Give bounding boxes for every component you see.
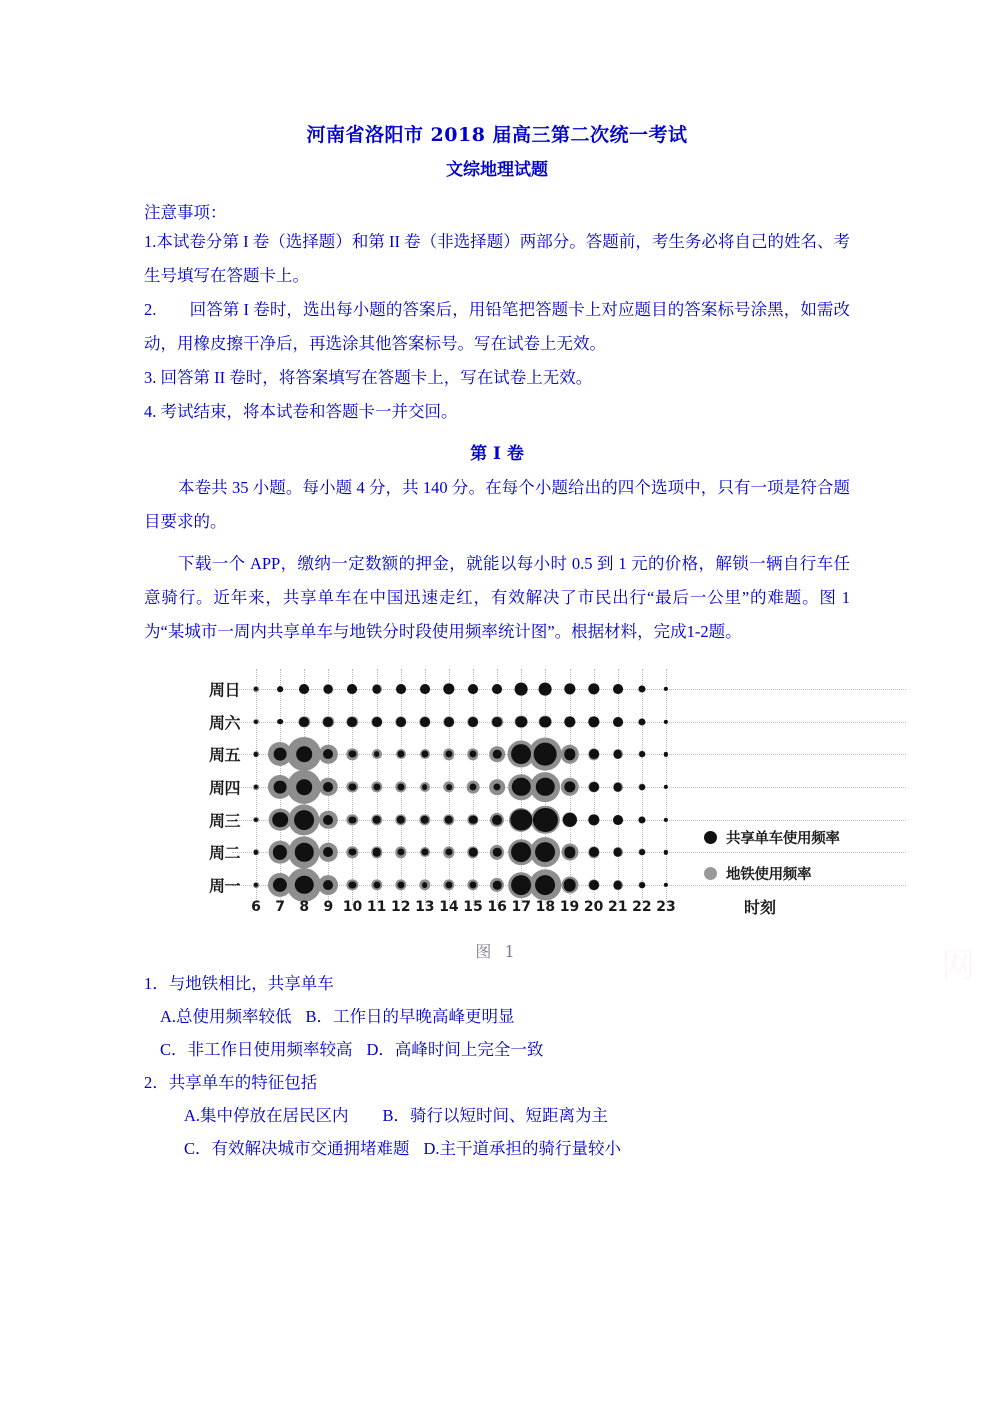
chart-ytick-周四: 周四 <box>208 778 240 798</box>
chart-bubble <box>420 717 430 727</box>
chart-bubble <box>564 683 575 694</box>
question-1-option-a[interactable]: A.总使用频率较低 <box>160 1007 292 1026</box>
chart-bubble <box>294 810 314 830</box>
chart-xtick-7: 7 <box>275 899 285 915</box>
chart-xtick-23: 23 <box>656 899 676 915</box>
chart-xtick-18: 18 <box>535 899 556 915</box>
chart-bubble <box>664 785 668 789</box>
chart-bubble <box>535 875 555 895</box>
legend-swatch-icon <box>704 867 717 880</box>
chart-bubble <box>664 752 668 756</box>
chart-bubble <box>493 848 502 857</box>
chart-bubble <box>511 842 531 862</box>
chart-bubble <box>613 815 623 825</box>
chart-bubble <box>539 683 552 696</box>
notice-item-1: 1.本试卷分第 I 卷（选择题）和第 II 卷（非选择题）两部分。答题前，考生务必将自己的姓名、考生号填写在答题卡上。 <box>144 232 850 285</box>
page-title: 河南省洛阳市 2018 届高三第二次统一考试 <box>306 124 688 146</box>
chart-bubble <box>638 718 645 725</box>
chart-bubble <box>446 784 452 790</box>
section-instruction: 本卷共 35 小题。每小题 4 分，共 140 分。在每个小题给出的四个选项中，只有一项是符合题目要求的。 <box>144 478 850 531</box>
question-2 <box>144 1066 850 1165</box>
question-1-options-row1 <box>144 1000 850 1033</box>
chart-bubble <box>323 717 333 727</box>
chart-bubble <box>469 848 478 857</box>
figure-1 <box>144 667 850 967</box>
legend-item <box>704 819 914 855</box>
chart-ytick-周六: 周六 <box>208 713 240 733</box>
chart-bubble <box>588 683 599 694</box>
chart-bubble <box>443 683 454 694</box>
chart-bubble <box>563 879 576 892</box>
chart-bubble <box>589 749 599 759</box>
chart-bubble <box>589 847 599 857</box>
question-1-stem <box>144 967 850 1000</box>
question-2-option-b[interactable]: B．骑行以短时间、短距离为主 <box>382 1106 609 1125</box>
chart-ytick-周五: 周五 <box>208 745 240 765</box>
chart-bubble <box>420 684 430 694</box>
chart-bubble <box>613 783 622 792</box>
chart-bubble <box>613 881 622 890</box>
chart-xtick-14: 14 <box>439 899 459 915</box>
question-1-text: 与地铁相比，共享单车 <box>168 974 334 993</box>
chart-plot-area <box>246 681 676 893</box>
chart-bubble <box>372 685 381 694</box>
notice-item-3: 3. 回答第 II 卷时，将答案填写在答题卡上，写在试卷上无效。 <box>144 368 593 387</box>
question-2-options-row2 <box>144 1132 850 1165</box>
chart-bubble <box>664 883 668 887</box>
chart-bubble <box>515 683 528 696</box>
question-1-option-d[interactable]: D．高峰时间上完全一致 <box>366 1040 544 1059</box>
chart-bubble <box>274 748 287 761</box>
chart-bubble <box>323 847 333 857</box>
chart-bubble <box>323 749 333 759</box>
chart-xtick-10: 10 <box>342 899 363 915</box>
notice-heading: 注意事项： <box>144 203 227 222</box>
chart-bubble <box>396 717 406 727</box>
chart-bubble <box>422 882 428 888</box>
figure-caption: 图 1 <box>475 942 519 961</box>
chart-bubble <box>323 815 333 825</box>
chart-bubble <box>299 717 309 727</box>
chart-bubble <box>372 717 382 727</box>
chart-bubble <box>324 685 333 694</box>
chart-bubble <box>372 815 381 824</box>
chart-xtick-21: 21 <box>608 899 628 915</box>
document-content <box>144 0 850 1165</box>
chart-bubble <box>534 743 557 766</box>
chart-bubble <box>638 816 645 823</box>
question-2-text: 共享单车的特征包括 <box>168 1073 318 1092</box>
chart-bubble <box>274 781 287 794</box>
chart-bubble <box>468 684 478 694</box>
question-2-options-row1 <box>144 1099 850 1132</box>
chart-bubble <box>511 744 531 764</box>
notice-item-2: 2. 回答第 I 卷时，选出每小题的答案后，用铅笔把答题卡上对应题目的答案标号涂黑，如需改动，用橡皮擦干净后，再选涂其他答案标号。写在试卷上无效。 <box>144 300 850 353</box>
chart-bubble <box>323 880 333 890</box>
chart-bubble <box>589 782 599 792</box>
question-2-option-a[interactable]: A.集中停放在居民区内 <box>184 1106 349 1125</box>
chart-bubble <box>613 717 623 727</box>
chart-ytick-周二: 周二 <box>208 843 240 863</box>
chart-xtick-20: 20 <box>583 899 604 915</box>
chart-xtick-11: 11 <box>366 899 387 915</box>
chart-xtick-6: 6 <box>251 899 261 915</box>
question-2-stem <box>144 1066 850 1099</box>
chart-bubble <box>468 717 478 727</box>
question-1-option-c[interactable]: C．非工作日使用频率较高 <box>160 1040 353 1059</box>
legend-item <box>704 855 914 891</box>
chart-xtick-22: 22 <box>632 899 652 915</box>
question-2-option-d[interactable]: D.主干道承担的骑行量较小 <box>423 1139 622 1158</box>
question-2-number: 2． <box>144 1073 169 1092</box>
chart-xtick-15: 15 <box>463 899 483 915</box>
section-title: 第 I 卷 <box>470 444 524 464</box>
chart-bubble <box>492 684 502 694</box>
page-subtitle: 文综地理试题 <box>446 160 548 180</box>
chart-bubble <box>613 848 622 857</box>
chart-bubble <box>348 684 358 694</box>
chart-legend <box>704 819 914 891</box>
chart-bubble <box>272 812 288 828</box>
chart-ytick-周三: 周三 <box>208 811 240 831</box>
chart-bubble <box>639 882 645 888</box>
chart-bubble <box>277 686 283 692</box>
chart-ytick-周日: 周日 <box>208 680 240 700</box>
chart-bubble <box>492 815 502 825</box>
question-1-options-row2 <box>144 1033 850 1066</box>
chart-bubble <box>444 717 454 727</box>
chart-xtick-13: 13 <box>415 899 435 915</box>
chart-bubble <box>445 815 454 824</box>
chart-bubble <box>664 720 668 724</box>
watermark: 网 <box>941 946 975 986</box>
chart-bubble <box>422 784 428 790</box>
chart-bubble <box>421 815 430 824</box>
chart-xtick-12: 12 <box>390 899 411 915</box>
chart-xtick-19: 19 <box>559 899 580 915</box>
chart-bubble <box>296 747 312 763</box>
chart-bubble <box>638 685 645 692</box>
chart-ytick-周一: 周一 <box>208 876 240 896</box>
chart-bubble <box>589 880 599 890</box>
chart-bubble <box>639 784 645 790</box>
chart-bubble <box>493 881 502 890</box>
chart-bubble <box>664 850 668 854</box>
legend-label: 地铁使用频率 <box>726 865 812 883</box>
chart-xaxis-title: 时刻 <box>744 898 777 917</box>
chart-bubble <box>323 782 333 792</box>
legend-swatch-icon <box>704 831 717 844</box>
legend-label: 共享单车使用频率 <box>726 829 840 847</box>
question-1-option-b[interactable]: B．工作日的早晚高峰更明显 <box>305 1007 515 1026</box>
chart-bubble <box>588 716 599 727</box>
chart-bubble <box>493 750 502 759</box>
chart-xtick-17: 17 <box>511 899 532 915</box>
chart-xtick-16: 16 <box>487 899 507 915</box>
notice-item-4: 4. 考试结束，将本试卷和答题卡一并交回。 <box>144 402 458 421</box>
chart-bubble <box>664 687 668 691</box>
question-2-option-c[interactable]: C．有效解决城市交通拥堵难题 <box>184 1139 410 1158</box>
chart-bubble <box>639 849 645 855</box>
chart-bubble <box>564 716 575 727</box>
chart-bubble <box>396 684 406 694</box>
material-paragraph: 下载一个 APP，缴纳一定数额的押金，就能以每小时 0.5 到 1 元的价格，解锁一辆自行车任意骑行。近年来，共享单车在中国迅速走红，有效解决了市民出行“最后一公里”的难题。图 1 为“某城市一周内共享单车与地铁分时段使用频率统计图”。根据材料，完成1-2题。 <box>144 554 850 641</box>
chart-bubble <box>348 717 358 727</box>
question-1-number: 1． <box>144 974 169 993</box>
chart-bubble <box>469 815 478 824</box>
chart-bubble <box>299 684 309 694</box>
chart-bubble <box>511 875 531 895</box>
chart-bubble <box>664 818 668 822</box>
chart-bubble <box>396 815 405 824</box>
chart-bubble <box>535 842 555 862</box>
chart-xtick-8: 8 <box>299 899 310 915</box>
bubble-chart <box>184 667 850 935</box>
chart-bubble <box>639 751 645 757</box>
chart-xtick-9: 9 <box>323 899 334 915</box>
chart-bubble <box>588 814 599 825</box>
chart-bubble <box>613 684 623 694</box>
chart-bubble <box>492 717 502 727</box>
chart-bubble <box>296 779 312 795</box>
chart-bubble <box>372 848 381 857</box>
chart-bubble <box>613 750 622 759</box>
question-1 <box>144 967 850 1066</box>
chart-bubble <box>374 751 380 757</box>
chart-bubble <box>277 719 283 725</box>
